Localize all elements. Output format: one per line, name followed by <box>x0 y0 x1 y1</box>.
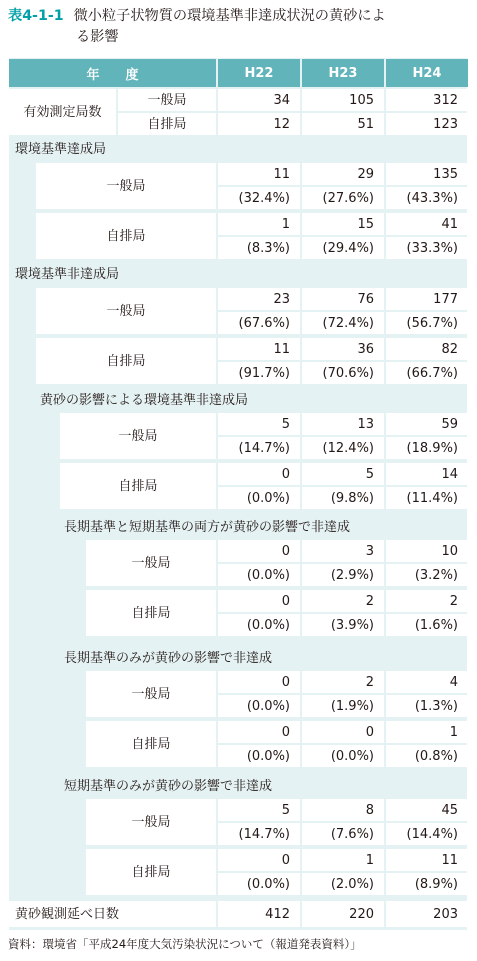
value-cell: (9.8%) <box>302 487 384 509</box>
value-cell: (14.7%) <box>218 823 300 845</box>
roadside-station-label: 自排局 <box>86 849 216 895</box>
value-cell: (14.4%) <box>386 823 468 845</box>
value-cell: 2 <box>302 671 384 693</box>
value-cell: (0.0%) <box>218 745 300 767</box>
value-cell: (29.4%) <box>302 237 384 259</box>
value-cell: (12.4%) <box>302 437 384 459</box>
value-cell: 8 <box>302 799 384 821</box>
source-note: 資料：環境省「平成24年度大気汚染状況について（報道発表資料）」 <box>8 937 362 951</box>
dust-days-label: 黄砂観測延べ日数 <box>9 901 216 927</box>
value-cell: (27.6%) <box>302 187 384 209</box>
year-header: 年 度 <box>9 59 216 87</box>
value-cell: 1 <box>302 849 384 871</box>
value-cell: 34 <box>218 89 300 111</box>
value-cell: (1.3%) <box>386 695 468 717</box>
value-cell: (67.6%) <box>218 312 300 334</box>
value-cell: 10 <box>386 540 468 562</box>
value-cell: (7.6%) <box>302 823 384 845</box>
value-cell: (18.9%) <box>386 437 468 459</box>
value-cell: 1 <box>218 213 300 235</box>
value-cell: 0 <box>218 590 300 612</box>
roadside-station-label: 自排局 <box>86 590 216 636</box>
table-caption <box>8 6 470 26</box>
general-station-label: 一般局 <box>60 413 216 459</box>
value-cell: 13 <box>302 413 384 435</box>
value-cell: (66.7%) <box>386 362 468 384</box>
value-cell: 45 <box>386 799 468 821</box>
roadside-station-label: 自排局 <box>60 463 216 509</box>
section-title-short-only: 短期基準のみが黄砂の影響で非達成 <box>64 779 273 794</box>
value-cell: 5 <box>218 799 300 821</box>
value-cell: 14 <box>386 463 468 485</box>
value-cell: (0.0%) <box>218 614 300 636</box>
value-cell: 2 <box>302 590 384 612</box>
general-station-label: 一般局 <box>86 799 216 845</box>
value-cell: 0 <box>218 671 300 693</box>
value-cell: 4 <box>386 671 468 693</box>
general-station-label: 一般局 <box>86 671 216 717</box>
value-cell: 2 <box>386 590 468 612</box>
value-cell: 203 <box>386 901 468 927</box>
section-title-achieved: 環境基準達成局 <box>15 142 107 157</box>
general-station-label: 一般局 <box>36 163 216 209</box>
value-cell: (2.9%) <box>302 564 384 586</box>
value-cell: 36 <box>302 338 384 360</box>
value-cell: 51 <box>302 113 384 135</box>
value-cell: 11 <box>386 849 468 871</box>
value-cell: 0 <box>218 540 300 562</box>
general-station-label: 一般局 <box>118 89 216 111</box>
year-column-header: H24 <box>386 59 468 87</box>
value-cell: 23 <box>218 288 300 310</box>
section-title-both: 長期基準と短期基準の両方が黄砂の影響で非達成 <box>64 520 351 535</box>
value-cell: (2.0%) <box>302 873 384 895</box>
value-cell: (0.0%) <box>218 487 300 509</box>
value-cell: (0.0%) <box>218 564 300 586</box>
value-cell: (72.4%) <box>302 312 384 334</box>
value-cell: (8.9%) <box>386 873 468 895</box>
year-column-header: H22 <box>218 59 300 87</box>
general-station-label: 一般局 <box>36 288 216 334</box>
value-cell: 105 <box>302 89 384 111</box>
value-cell: 82 <box>386 338 468 360</box>
measured-stations-label: 有効測定局数 <box>9 89 116 135</box>
value-cell: 220 <box>302 901 384 927</box>
value-cell: 15 <box>302 213 384 235</box>
roadside-station-label: 自排局 <box>118 113 216 135</box>
section-title-not-achieved: 環境基準非達成局 <box>15 267 120 282</box>
value-cell: 11 <box>218 338 300 360</box>
value-cell: (11.4%) <box>386 487 468 509</box>
value-cell: 1 <box>386 721 468 743</box>
value-cell: (0.0%) <box>218 695 300 717</box>
value-cell: (33.3%) <box>386 237 468 259</box>
value-cell: (3.9%) <box>302 614 384 636</box>
value-cell: 0 <box>218 849 300 871</box>
value-cell: 29 <box>302 163 384 185</box>
value-cell: 5 <box>302 463 384 485</box>
value-cell: (0.0%) <box>302 745 384 767</box>
value-cell: (56.7%) <box>386 312 468 334</box>
table-number: 表4-1-1 <box>8 8 64 24</box>
table-title-line2: る影響 <box>76 29 119 45</box>
table-title-line1: 微小粒子状物質の環境基準非達成状況の黄砂によ <box>73 8 386 24</box>
section-title-long-only: 長期基準のみが黄砂の影響で非達成 <box>64 651 273 666</box>
value-cell: 123 <box>386 113 468 135</box>
value-cell: (1.6%) <box>386 614 468 636</box>
value-cell: 0 <box>302 721 384 743</box>
value-cell: 59 <box>386 413 468 435</box>
year-column-header: H23 <box>302 59 384 87</box>
value-cell: 5 <box>218 413 300 435</box>
value-cell: 0 <box>218 721 300 743</box>
value-cell: 412 <box>218 901 300 927</box>
value-cell: (0.8%) <box>386 745 468 767</box>
value-cell: (8.3%) <box>218 237 300 259</box>
value-cell: (32.4%) <box>218 187 300 209</box>
section-title-dust-impact: 黄砂の影響による環境基準非達成局 <box>40 393 249 408</box>
general-station-label: 一般局 <box>86 540 216 586</box>
value-cell: 11 <box>218 163 300 185</box>
value-cell: 177 <box>386 288 468 310</box>
value-cell: (0.0%) <box>218 873 300 895</box>
value-cell: 0 <box>218 463 300 485</box>
value-cell: (1.9%) <box>302 695 384 717</box>
roadside-station-label: 自排局 <box>86 721 216 767</box>
value-cell: 41 <box>386 213 468 235</box>
value-cell: 312 <box>386 89 468 111</box>
value-cell: (43.3%) <box>386 187 468 209</box>
value-cell: (3.2%) <box>386 564 468 586</box>
value-cell: 135 <box>386 163 468 185</box>
value-cell: 3 <box>302 540 384 562</box>
roadside-station-label: 自排局 <box>36 338 216 384</box>
roadside-station-label: 自排局 <box>36 213 216 259</box>
value-cell: (14.7%) <box>218 437 300 459</box>
value-cell: 76 <box>302 288 384 310</box>
value-cell: 12 <box>218 113 300 135</box>
value-cell: (91.7%) <box>218 362 300 384</box>
value-cell: (70.6%) <box>302 362 384 384</box>
